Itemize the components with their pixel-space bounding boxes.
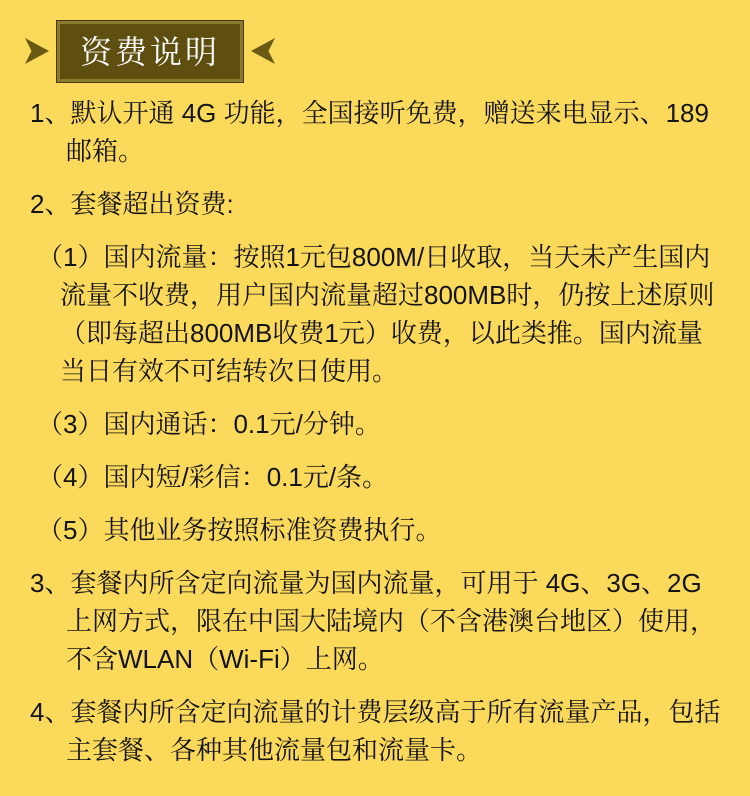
item-text: 套餐超出资费: (70, 189, 234, 219)
list-item (30, 185, 726, 223)
item-marker: （3） (37, 409, 104, 439)
item-marker: 2、 (30, 189, 71, 219)
item-text: 默认开通 4G 功能，全国接听免费，赠送来电显示、189邮箱。 (66, 98, 709, 166)
item-marker: （4） (37, 462, 104, 492)
list-item (30, 564, 726, 678)
section-header (25, 27, 750, 75)
page-title: 资费说明 (80, 33, 221, 70)
item-text: 套餐内所含定向流量的计费层级高于所有流量产品，包括主套餐、各种其他流量包和流量卡。 (66, 697, 721, 765)
item-marker: 1、 (30, 98, 71, 128)
item-text: 套餐内所含定向流量为国内流量，可用于 4G、3G、2G上网方式，限在中国大陆境内（不含港澳台地区）使用，不含WLAN（Wi-Fi）上网。 (66, 568, 717, 674)
list-item (30, 238, 726, 390)
list-item (30, 94, 726, 170)
fee-list (0, 75, 750, 769)
list-item (30, 458, 726, 496)
list-item (30, 693, 726, 769)
item-text: 国内流量：按照1元包800M/日收取，当天未产生国内流量不收费，用户国内流量超过800MB时，仍按上述原则（即每超出800MB收费1元）收费，以此类推。国内流量当日有效不可结转次日使用。 (60, 242, 715, 386)
right-pointing-arrowhead-icon (25, 37, 49, 65)
list-item (30, 405, 726, 443)
item-text: 国内短/彩信：0.1元/条。 (103, 462, 389, 492)
item-marker: （5） (37, 515, 104, 545)
left-pointing-arrowhead-icon (251, 37, 275, 65)
list-item (30, 511, 726, 549)
item-marker: 3、 (30, 568, 71, 598)
item-marker: （1） (37, 242, 104, 272)
item-marker: 4、 (30, 697, 71, 727)
section-title-box (57, 21, 243, 82)
item-text: 国内通话：0.1元/分钟。 (103, 409, 381, 439)
item-text: 其他业务按照标准资费执行。 (103, 515, 442, 545)
